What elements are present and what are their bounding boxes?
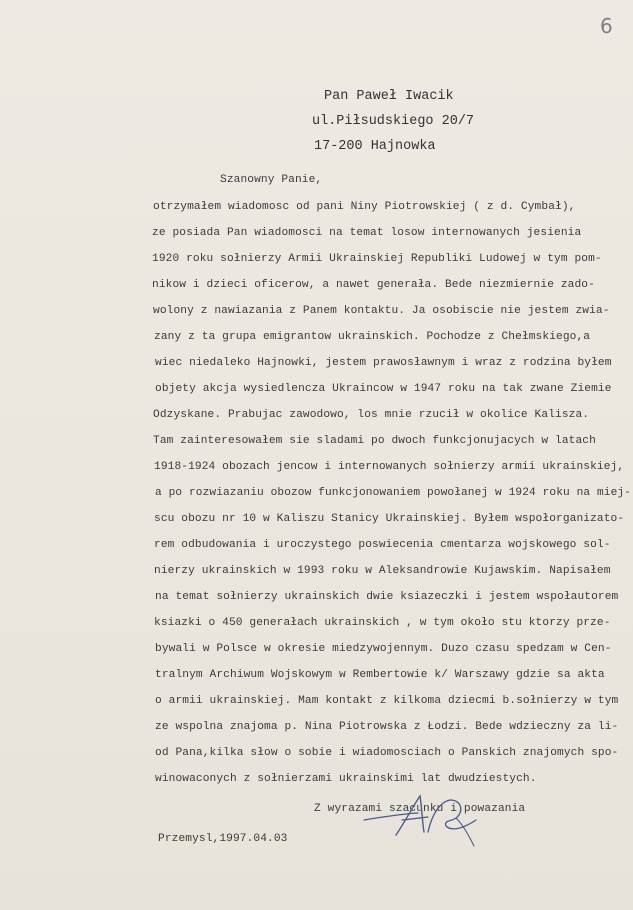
body-line: bywali w Polsce w okresie miedzywojennym. Duzo czasu spedzam w Cen- [155,643,612,655]
body-line: o armii ukrainskiej. Mam kontakt z kilkoma dziecmi b.sołnierzy w tym [155,695,619,707]
body-line: a po rozwiazaniu obozow funkcjonowaniem powołanej w 1924 roku na miej- [155,487,631,499]
body-line: winowaconych z sołnierzami ukrainskimi lat dwudziestych. [155,773,537,785]
body-line: 1918-1924 obozach jencow i internowanych sołnierzy armii ukrainskiej, [154,461,625,473]
closing: Z wyrazami szacunku i powazania [314,803,526,815]
address-street: ul.Piłsudskiego 20/7 [312,114,475,129]
body-line: nierzy ukrainskich w 1993 roku w Aleksandrowie Kujawskim. Napisałem [154,565,611,577]
body-line: otrzymałem wiadomosc od pani Niny Piotrowskiej ( z d. Cymbał), [153,201,576,213]
body-line: objety akcja wysiedlencza Ukraincow w 1947 roku na tak zwane Ziemie [155,383,612,395]
signature-stroke [428,800,476,832]
place-date: Przemysl,1997.04.03 [158,833,288,845]
body-line: Odzyskane. Prabujac zawodowo, los mnie rzucił w okolice Kalisza. [153,409,590,421]
body-line: zany z ta grupa emigrantow ukrainskich. Pochodze z Chełmskiego,a [154,331,591,343]
body-line: wiec niedaleko Hajnowki, jestem prawosławnym i wraz z rodzina byłem [155,357,612,369]
body-line: ksiazki o 450 generałach ukrainskich , w tym około stu ktorzy prze- [154,617,611,629]
page-number: 6 [600,14,613,38]
address-city: 17-200 Hajnowka [314,139,436,154]
body-line: na temat sołnierzy ukrainskich dwie ksiazeczki i jestem wspołautorem [155,591,619,603]
body-line: ze posiada Pan wiadomosci na temat losow internowanych jesienia [152,227,582,239]
body-line: ze wspolna znajoma p. Nina Piotrowska z Łodzi. Bede wdzieczny za li- [155,721,619,733]
address-name: Pan Paweł Iwacik [324,89,454,104]
handwritten-signature [360,790,500,850]
body-line: 1920 roku sołnierzy Armii Ukrainskiej Republiki Ludowej w tym pom- [152,253,602,265]
body-line: nikow i dzieci oficerow, a nawet generała. Bede niezmiernie zado- [152,279,595,291]
body-line: tralnym Archiwum Wojskowym w Rembertowie k/ Warszawy gdzie sa akta [155,669,605,681]
body-line: scu obozu nr 10 w Kaliszu Stanicy Ukrainskiej. Byłem wspołorganizato- [154,513,625,525]
signature-stroke [456,818,474,846]
body-line: wolony z nawiazania z Panem kontaktu. Ja osobiscie nie jestem zwia- [153,305,610,317]
body-line: od Pana,kilka słow o sobie i wiadomosciach o Panskich znajomych spo- [155,747,619,759]
body-line: rem odbudowania i uroczystego poswiecenia cmentarza wojskowego sol- [154,539,611,551]
signature-stroke [396,796,424,835]
body-line: Tam zainteresowałem sie sladami po dwoch funkcjonujacych w latach [153,435,596,447]
salutation: Szanowny Panie, [220,174,323,186]
